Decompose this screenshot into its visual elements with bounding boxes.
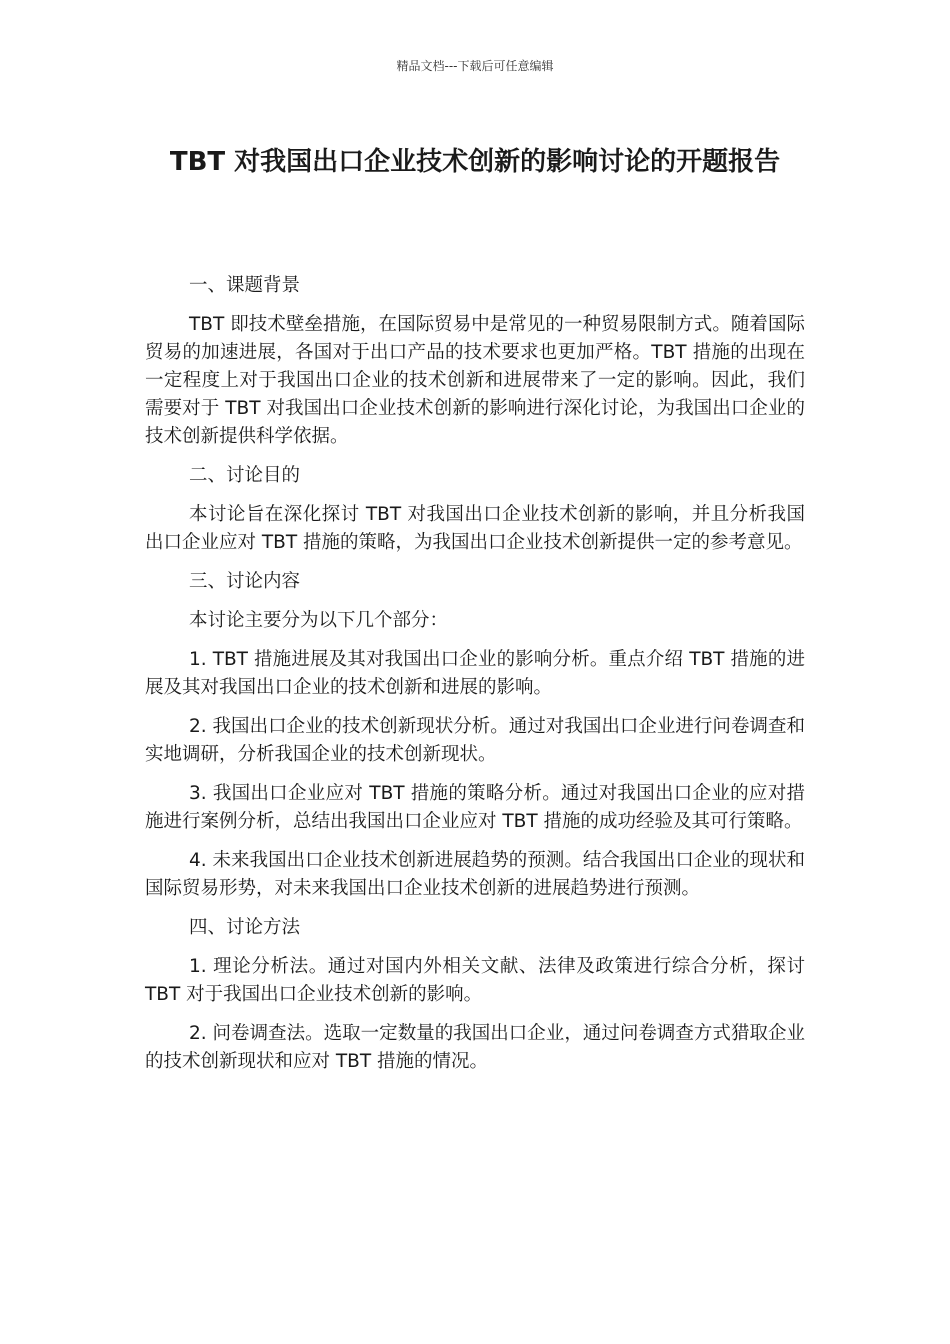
page-header: 精品文档---下载后可任意编辑 — [396, 59, 554, 73]
list-item-content-1: 1. TBT 措施进展及其对我国出口企业的影响分析。重点介绍 TBT 措施的进展及其对我国出口企业的技术创新和进展的影响。 — [145, 649, 805, 698]
document-body — [145, 272, 805, 1087]
paragraph-purpose: 本讨论旨在深化探讨 TBT 对我国出口企业技术创新的影响，并且分析我国出口企业应对 TBT 措施的策略，为我国出口企业技术创新提供一定的参考意见。 — [145, 504, 805, 553]
section-heading-methods: 四、讨论方法 — [189, 917, 301, 938]
list-item-content-2: 2. 我国出口企业的技术创新现状分析。通过对我国出口企业进行问卷调查和实地调研，分析我国企业的技术创新现状。 — [145, 716, 805, 765]
section-heading-background: 一、课题背景 — [189, 275, 301, 296]
section-heading-purpose: 二、讨论目的 — [189, 465, 301, 486]
section-heading-content: 三、讨论内容 — [189, 571, 301, 592]
paragraph-content-intro: 本讨论主要分为以下几个部分： — [189, 610, 449, 631]
document-title: TBT 对我国出口企业技术创新的影响讨论的开题报告 — [169, 147, 781, 177]
list-item-content-3: 3. 我国出口企业应对 TBT 措施的策略分析。通过对我国出口企业的应对措施进行案例分析，总结出我国出口企业应对 TBT 措施的成功经验及其可行策略。 — [145, 783, 805, 832]
list-item-method-2: 2. 问卷调查法。选取一定数量的我国出口企业，通过问卷调查方式猎取企业的技术创新现状和应对 TBT 措施的情况。 — [145, 1023, 805, 1072]
paragraph-background: TBT 即技术壁垒措施，在国际贸易中是常见的一种贸易限制方式。随着国际贸易的加速进展，各国对于出口产品的技术要求也更加严格。TBT 措施的出现在一定程度上对于我国出口企业的技术创新和进展带来了一定的影响。因此，我们需要对于 TBT 对我国出口企业技术创新的影响进行深化讨论，为我国出口企业的技术创新提供科学依据。 — [145, 314, 805, 447]
list-item-method-1: 1. 理论分析法。通过对国内外相关文献、法律及政策进行综合分析，探讨 TBT 对于我国出口企业技术创新的影响。 — [145, 956, 805, 1005]
list-item-content-4: 4. 未来我国出口企业技术创新进展趋势的预测。结合我国出口企业的现状和国际贸易形势，对未来我国出口企业技术创新的进展趋势进行预测。 — [145, 850, 805, 899]
